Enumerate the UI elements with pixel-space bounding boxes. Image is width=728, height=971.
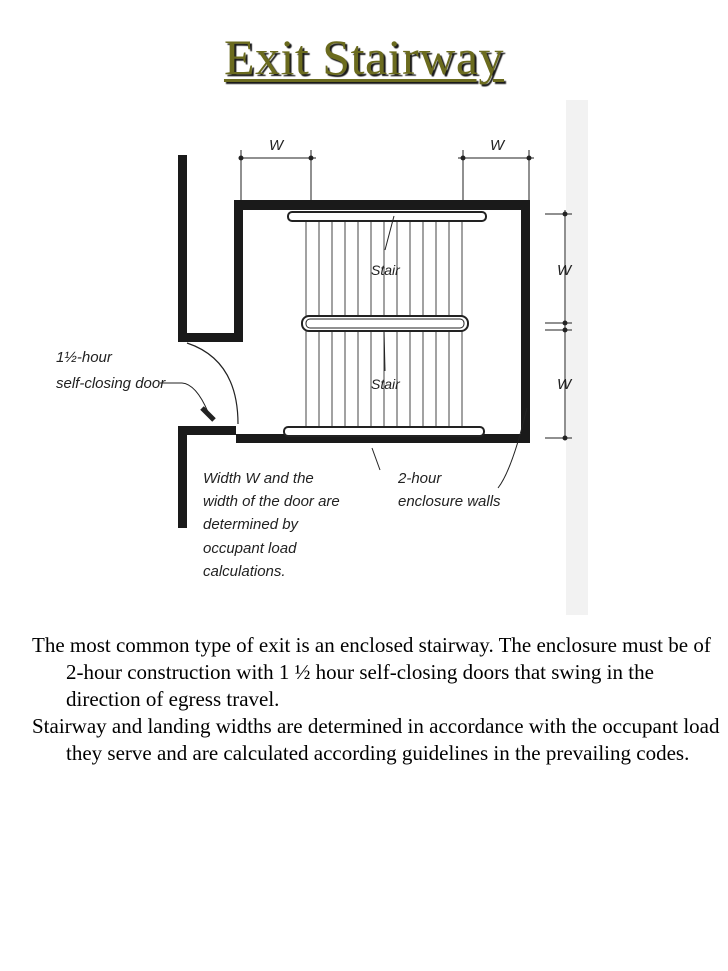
leader-lines: [160, 216, 527, 488]
width-label-right-lower: W: [557, 376, 572, 393]
left-outer-wall-upper: [178, 155, 187, 340]
paragraph-widths: Stairway and landing widths are determined in accordance with the occupant load they serve and are calculated according guidelines in the prevailing codes.: [32, 714, 720, 765]
door-leaf: [202, 408, 214, 420]
width-label-right-upper: W: [557, 262, 572, 279]
stair-label-lower: Stair: [371, 376, 400, 392]
stair-label-upper: Stair: [371, 262, 400, 278]
handrails: [284, 212, 486, 436]
door: [187, 343, 238, 424]
scan-shadow: [566, 100, 588, 615]
door-label-line2: self-closing door: [56, 375, 166, 392]
width-label-top-left: W: [269, 137, 284, 154]
note-line-3: determined by: [203, 516, 299, 533]
walls-label-line1: 2-hour: [398, 470, 442, 487]
right-wall: [521, 200, 530, 443]
handrail-top: [288, 212, 486, 221]
walls-label-line2: enclosure walls: [398, 493, 501, 510]
top-wall: [234, 200, 530, 210]
handrail-center: [302, 316, 468, 331]
door-label-line1: 1½-hour: [56, 349, 112, 366]
note-line-5: calculations.: [203, 563, 286, 580]
slide-title: Exit Stairway: [223, 29, 505, 85]
paragraph-exit-types: The most common type of exit is an enclosed stairway. The enclosure must be of 2-hour construction with 1 ½ hour self-closing doors that swing in the direction of egress travel.: [32, 633, 711, 711]
handrail-bottom: [284, 427, 484, 436]
corridor-wall-bottom: [178, 426, 236, 435]
body-text: [32, 632, 722, 767]
inner-left-wall-upper: [234, 200, 243, 342]
left-outer-wall-lower: [178, 426, 187, 528]
corridor-wall-top: [178, 333, 243, 342]
width-label-top-right: W: [490, 137, 505, 154]
note-line-4: occupant load: [203, 540, 297, 557]
note-line-1: Width W and the: [203, 470, 314, 487]
note-line-2: width of the door are: [203, 493, 340, 510]
door-swing-arc: [187, 343, 238, 424]
